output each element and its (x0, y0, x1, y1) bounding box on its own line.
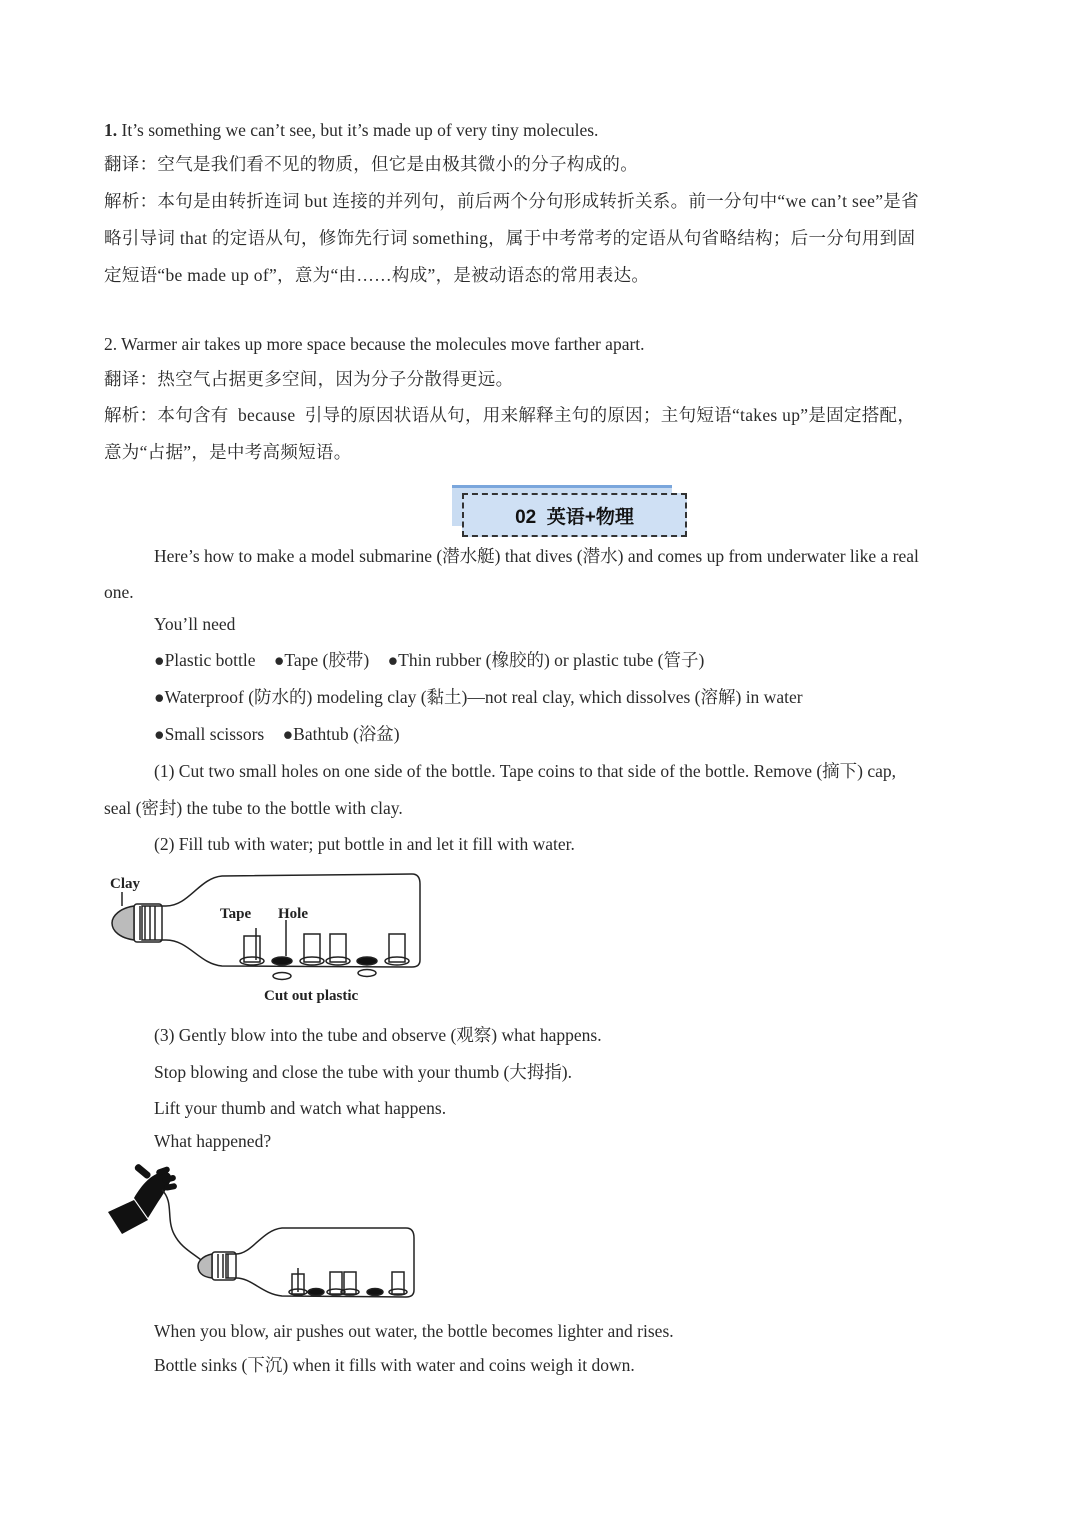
step-3-line-2: Stop blowing and close the tube with your thumb (大拇指). (154, 1062, 573, 1082)
answer-line-1: When you blow, air pushes out water, the bottle becomes lighter and rises. (154, 1321, 674, 1341)
question: What happened? (154, 1131, 272, 1151)
bottle-diagram (104, 868, 434, 1008)
material-bathtub: ●Bathtub (浴盆) (282, 724, 400, 744)
sentence-1-translation: 翻译：空气是我们看不见的物质，但它是由极其微小的分子构成的。 (104, 154, 638, 174)
hole (357, 957, 377, 965)
article-intro-line-2: one. (104, 582, 134, 602)
sentence-2-analysis-line-1: 解析：本句含有 because 引导的原因状语从句，用来解释主句的原因；主句短语“takes up”是固定搭配， (104, 405, 916, 425)
material-plastic-bottle: ●Plastic bottle (154, 650, 256, 670)
materials-row-2: ●Waterproof (防水的) modeling clay (黏土)—not real clay, which dissolves (溶解) in water (154, 687, 803, 707)
hole (272, 957, 292, 965)
label-clay: Clay (110, 876, 140, 892)
label-tape: Tape (220, 906, 252, 922)
sentence-1 (104, 118, 984, 142)
sentence-1-number: 1. (104, 120, 118, 140)
step-1-line-2: seal (密封) the tube to the bottle with clay. (104, 798, 403, 818)
materials-row-1 (154, 648, 984, 672)
sentence-1-analysis-line-3: 定短语“be made up of”，意为“由……构成”，是被动语态的常用表达。 (104, 265, 650, 285)
bottle-neck (134, 904, 162, 942)
sentence-2-text: 2. Warmer air takes up more space because the molecules move farther apart. (104, 334, 645, 354)
step-2: (2) Fill tub with water; put bottle in and let it fill with water. (154, 834, 575, 854)
step-1-line-1: (1) Cut two small holes on one side of the bottle. Tape coins to that side of the bottle. Remove (摘下) cap, (154, 761, 897, 781)
bottle-outline (226, 1228, 414, 1297)
step-3-line-3: Lift your thumb and watch what happens. (154, 1098, 447, 1118)
sentence-1-analysis-line-1: 解析：本句是由转折连词 but 连接的并列句，前后两个分句形成转折关系。前一分句中“we can’t see”是省 (104, 191, 919, 211)
tube (162, 1190, 208, 1266)
material-tape: ●Tape (胶带) (273, 650, 370, 670)
sentence-1-analysis-line-2: 略引导词 that 的定语从句，修饰先行词 something，属于中考常考的定语从句省略结构；后一分句用到固 (104, 228, 916, 248)
bottle-neck (212, 1252, 236, 1280)
sentence-2-analysis-line-2: 意为“占据”，是中考高频短语。 (104, 442, 352, 462)
material-scissors: ●Small scissors (154, 724, 265, 744)
article-intro-line-1: Here’s how to make a model submarine (潜水艇) that dives (潜水) and comes up from underwater like a real (154, 546, 919, 566)
section-badge (452, 485, 685, 535)
material-tube: ●Thin rubber (橡胶的) or plastic tube (管子) (387, 650, 705, 670)
materials-row-3 (154, 722, 984, 746)
answer-line-2: Bottle sinks (下沉) when it fills with water and coins weigh it down. (154, 1355, 635, 1375)
clay-plug (112, 906, 134, 940)
section-badge-title (462, 493, 687, 537)
step-3-line-1: (3) Gently blow into the tube and observe (观察) what happens. (154, 1025, 602, 1045)
label-cut-out-plastic: Cut out plastic (264, 988, 359, 1004)
label-hole: Hole (278, 906, 308, 922)
sentence-2-translation: 翻译：热空气占据更多空间，因为分子分散得更远。 (104, 369, 514, 389)
blowing-diagram (104, 1162, 424, 1302)
section-badge-label: 02 英语+物理 (515, 506, 634, 528)
sentence-1-text: It’s something we can’t see, but it’s made up of very tiny molecules. (121, 120, 599, 140)
materials-heading: You’ll need (154, 614, 236, 634)
